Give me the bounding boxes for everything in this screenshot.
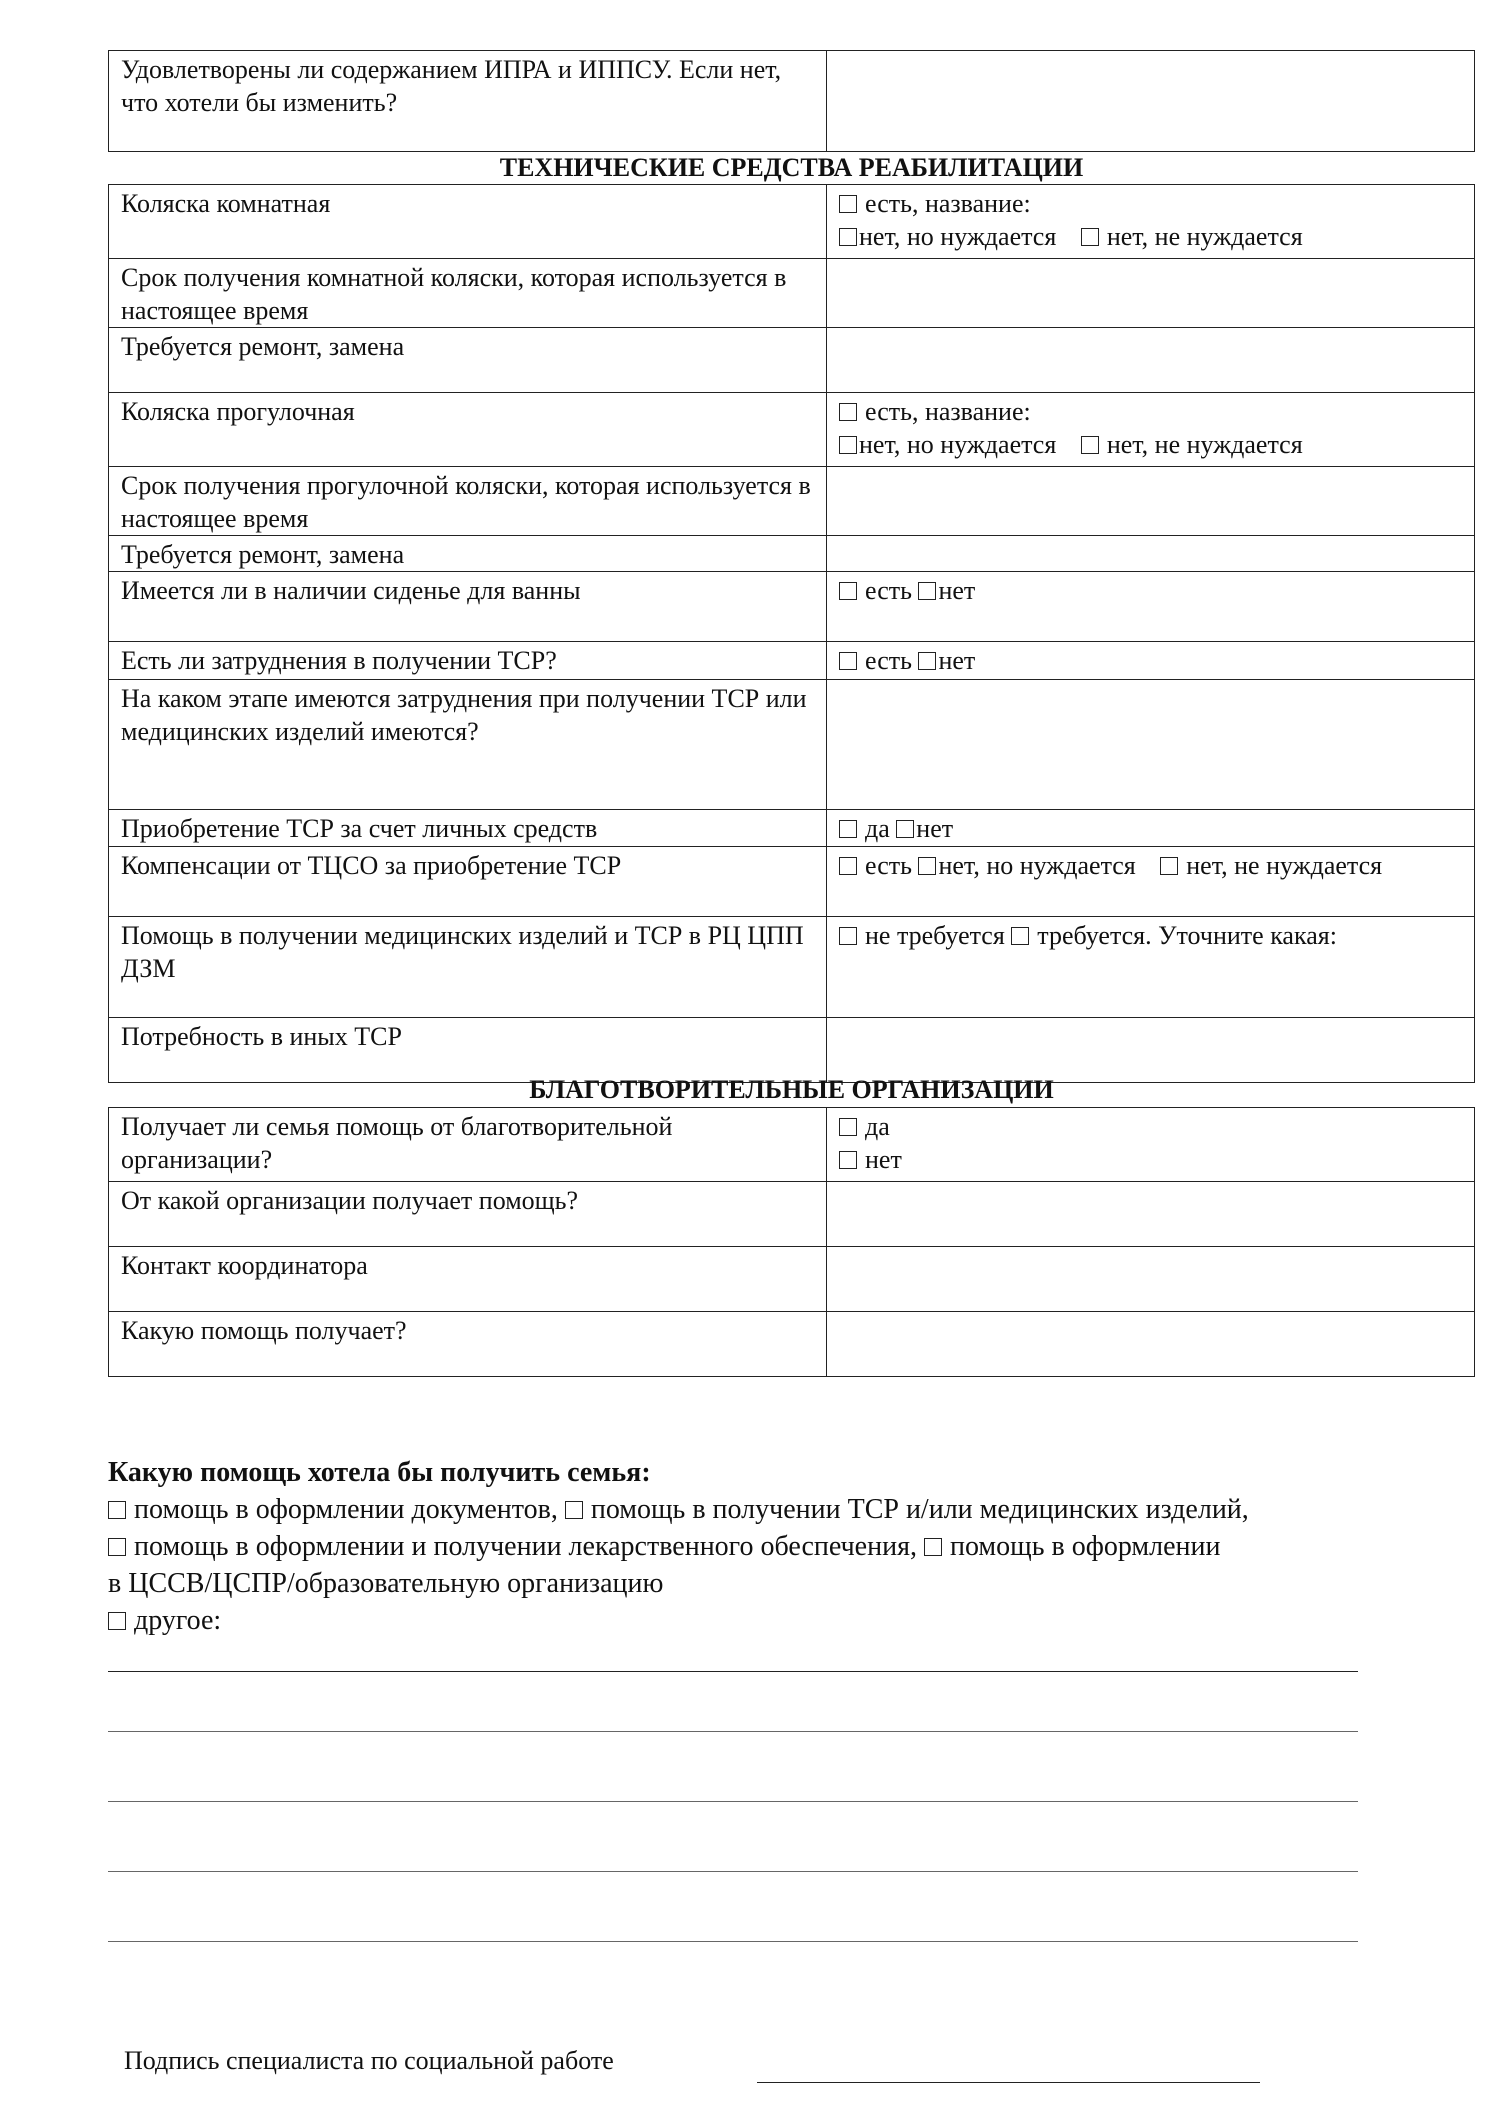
answer-cell[interactable] <box>827 1247 1475 1312</box>
table-row <box>109 1247 1475 1312</box>
tsr-section-title: ТЕХНИЧЕСКИЕ СРЕДСТВА РЕАБИЛИТАЦИИ <box>499 153 1084 182</box>
table-row <box>109 847 1475 917</box>
wanted-help-line-1 <box>108 1491 1408 1528</box>
checkbox[interactable] <box>1081 228 1099 246</box>
row-label: Потребность в иных ТСР <box>109 1018 827 1083</box>
option-label: нет <box>938 576 976 605</box>
row-label: Есть ли затруднения в получении ТСР? <box>109 642 827 680</box>
option-label: помощь в оформлении и получении лекарственного обеспечения, <box>134 1531 917 1562</box>
row-label: Получает ли семья помощь от благотворительной организации? <box>109 1108 827 1182</box>
checkbox[interactable] <box>839 652 857 670</box>
row-label: Имеется ли в наличии сиденье для ванны <box>109 572 827 642</box>
row-label: Срок получения прогулочной коляски, которая используется в настоящее время <box>109 467 827 536</box>
row-label: Приобретение ТСР за счет личных средств <box>109 810 827 847</box>
checkbox[interactable] <box>1011 927 1029 945</box>
row-options <box>827 642 1475 680</box>
table-row <box>109 1312 1475 1377</box>
table-row <box>109 393 1475 467</box>
option-label: есть <box>865 851 912 880</box>
checkbox[interactable] <box>918 652 936 670</box>
checkbox[interactable] <box>924 1538 942 1556</box>
answer-cell[interactable] <box>827 680 1475 810</box>
row-label: Срок получения комнатной коляски, которая используется в настоящее время <box>109 259 827 328</box>
row-options <box>827 917 1475 1018</box>
checkbox[interactable] <box>839 927 857 945</box>
checkbox[interactable] <box>918 582 936 600</box>
signature-label: Подпись специалиста по социальной работе <box>124 2046 614 2075</box>
row-label: Помощь в получении медицинских изделий и ТСР в РЦ ЦПП ДЗМ <box>109 917 827 1018</box>
answer-cell[interactable] <box>827 467 1475 536</box>
table-row <box>109 259 1475 328</box>
signature-line[interactable] <box>757 2082 1260 2083</box>
checkbox[interactable] <box>839 195 857 213</box>
table-row <box>109 467 1475 536</box>
table-row <box>109 1018 1475 1083</box>
option-label: не требуется <box>865 921 1005 950</box>
wanted-help-title: Какую помощь хотела бы получить семья: <box>108 1457 651 1488</box>
option-label: нет, но нуждается <box>938 851 1136 880</box>
writing-line[interactable] <box>108 1671 1358 1672</box>
ipra-answer-cell[interactable] <box>827 51 1475 152</box>
checkbox[interactable] <box>918 857 936 875</box>
option-label: есть, название: <box>865 397 1031 426</box>
option-label: нет <box>865 1145 902 1174</box>
row-options <box>827 572 1475 642</box>
row-options <box>827 393 1475 467</box>
row-options <box>827 185 1475 259</box>
answer-cell[interactable] <box>827 259 1475 328</box>
checkbox[interactable] <box>1160 857 1178 875</box>
option-label: есть, название: <box>865 189 1031 218</box>
table-row <box>109 536 1475 572</box>
charity-section-title: БЛАГОТВОРИТЕЛЬНЫЕ ОРГАНИЗАЦИИ <box>529 1075 1054 1104</box>
option-label: помощь в оформлении документов, <box>134 1494 558 1525</box>
option-label: нет <box>916 814 954 843</box>
checkbox[interactable] <box>108 1538 126 1556</box>
checkbox[interactable] <box>839 1151 857 1169</box>
option-label: нет, но нуждается <box>859 430 1057 459</box>
answer-cell[interactable] <box>827 1312 1475 1377</box>
ipra-question-label: Удовлетворены ли содержанием ИПРА и ИППСУ. Если нет, что хотели бы изменить? <box>109 51 827 152</box>
table-row <box>109 917 1475 1018</box>
option-label: помощь в получении ТСР и/или медицинских изделий, <box>590 1494 1249 1525</box>
wanted-help-line-4 <box>108 1602 1408 1639</box>
option-label: нет, не нуждается <box>1186 851 1383 880</box>
option-label: да <box>865 814 890 843</box>
table-row <box>109 572 1475 642</box>
writing-line[interactable] <box>108 1801 1358 1802</box>
table-row <box>109 1108 1475 1182</box>
table-row <box>109 185 1475 259</box>
table-row <box>109 642 1475 680</box>
answer-cell[interactable] <box>827 1182 1475 1247</box>
checkbox[interactable] <box>1081 436 1099 454</box>
table-row <box>109 1182 1475 1247</box>
answer-cell[interactable] <box>827 1018 1475 1083</box>
checkbox[interactable] <box>565 1501 583 1519</box>
row-label: Контакт координатора <box>109 1247 827 1312</box>
row-label: Требуется ремонт, замена <box>109 536 827 572</box>
charity-table <box>108 1107 1475 1377</box>
row-label: На каком этапе имеются затруднения при получении ТСР или медицинских изделий имеются? <box>109 680 827 810</box>
option-label: нет, но нуждается <box>859 222 1057 251</box>
checkbox[interactable] <box>108 1612 126 1630</box>
option-label: другое: <box>134 1605 222 1636</box>
option-label: есть <box>865 576 912 605</box>
row-label: Компенсации от ТЦСО за приобретение ТСР <box>109 847 827 917</box>
row-label: Коляска прогулочная <box>109 393 827 467</box>
checkbox[interactable] <box>839 436 857 454</box>
checkbox[interactable] <box>839 228 857 246</box>
wanted-help-line-2 <box>108 1528 1408 1565</box>
writing-line[interactable] <box>108 1871 1358 1872</box>
checkbox[interactable] <box>839 820 857 838</box>
wanted-help-line-3: в ЦССВ/ЦСПР/образовательную организацию <box>108 1568 664 1599</box>
checkbox[interactable] <box>108 1501 126 1519</box>
row-options <box>827 847 1475 917</box>
tsr-table <box>108 184 1475 1083</box>
checkbox[interactable] <box>839 403 857 421</box>
option-label: есть <box>865 646 912 675</box>
row-label: Требуется ремонт, замена <box>109 328 827 393</box>
row-label: Какую помощь получает? <box>109 1312 827 1377</box>
wanted-help-block <box>108 1454 1408 1639</box>
row-options <box>827 810 1475 847</box>
option-label: нет <box>938 646 976 675</box>
table-row <box>109 328 1475 393</box>
option-label: помощь в оформлении <box>949 1531 1221 1562</box>
option-label: нет, не нуждается <box>1106 222 1303 251</box>
row-label: Коляска комнатная <box>109 185 827 259</box>
table-row <box>109 810 1475 847</box>
checkbox[interactable] <box>896 820 914 838</box>
answer-cell[interactable] <box>827 328 1475 393</box>
option-label: требуется. Уточните какая: <box>1037 921 1337 950</box>
checkbox[interactable] <box>839 1118 857 1136</box>
row-options <box>827 1108 1475 1182</box>
table-row <box>109 680 1475 810</box>
writing-line[interactable] <box>108 1941 1358 1942</box>
option-label: нет, не нуждается <box>1106 430 1303 459</box>
option-label: да <box>865 1112 890 1141</box>
writing-line[interactable] <box>108 1731 1358 1732</box>
row-label: От какой организации получает помощь? <box>109 1182 827 1247</box>
answer-cell[interactable] <box>827 536 1475 572</box>
top-table <box>108 50 1475 152</box>
checkbox[interactable] <box>839 582 857 600</box>
checkbox[interactable] <box>839 857 857 875</box>
